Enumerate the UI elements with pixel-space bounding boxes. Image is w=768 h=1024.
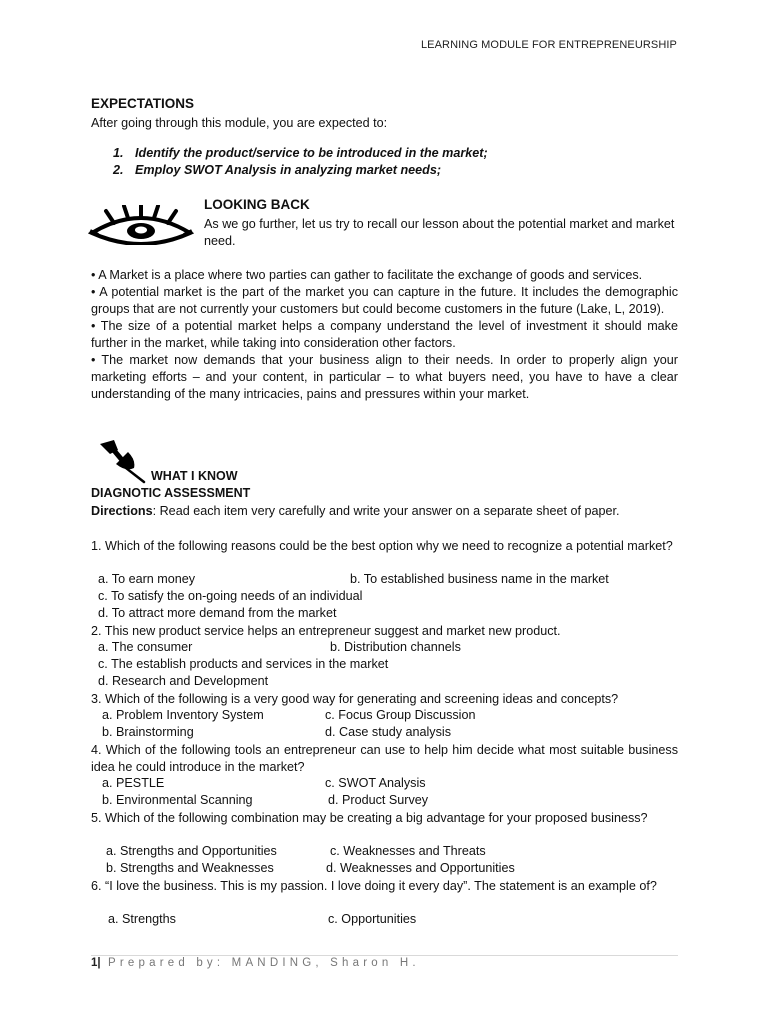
objective-item: 1. Identify the product/service to be introduced in the market;	[113, 146, 488, 160]
answer-option: d. Product Survey	[328, 793, 429, 807]
answer-option: a. To earn money	[98, 572, 196, 586]
answer-option: c. The establish products and services in the market	[98, 657, 389, 671]
answer-option: b. To established business name in the market	[350, 572, 609, 586]
expectations-intro: After going through this module, you are expected to:	[91, 116, 388, 130]
question-stem: 1. Which of the following reasons could be the best option why we need to recognize a potential market?	[91, 539, 673, 553]
what-i-know-heading: WHAT I KNOW	[151, 469, 238, 483]
answer-option: b. Distribution channels	[330, 640, 461, 654]
answer-option: d. Weaknesses and Opportunities	[326, 861, 515, 875]
question-stem: 5. Which of the following combination may be creating a big advantage for your proposed business?	[91, 811, 648, 825]
question-stem: 6. “I love the business. This is my passion. I love doing it every day”. The statement is an example of?	[91, 879, 657, 893]
expectations-heading: EXPECTATIONS	[91, 96, 195, 111]
answer-option: a. Strengths and Opportunities	[106, 844, 277, 858]
list-item: • A Market is a place where two parties can gather to facilitate the exchange of goods and services.	[91, 268, 643, 282]
answer-option: b. Strengths and Weaknesses	[106, 861, 274, 875]
answer-option: b. Environmental Scanning	[102, 793, 253, 807]
answer-option: a. PESTLE	[102, 776, 165, 790]
bullet-list	[91, 267, 678, 403]
list-item: • A potential market is the part of the market you can capture in the future. It includes the demographic groups that are not currently your customers but could become customers in the future (Lake, L, 2019).	[91, 285, 678, 316]
answer-option: a. Strengths	[108, 912, 176, 926]
answer-option: a. The consumer	[98, 640, 193, 654]
looking-back-heading: LOOKING BACK	[204, 197, 310, 212]
answer-option: b. Brainstorming	[102, 725, 194, 739]
eye-icon	[88, 205, 194, 245]
objective-item: 2. Employ SWOT Analysis in analyzing market needs;	[113, 163, 442, 177]
answer-option: d. Research and Development	[98, 674, 269, 688]
answer-option: d. To attract more demand from the market	[98, 606, 337, 620]
footer-divider	[91, 955, 678, 956]
answer-option: c. To satisfy the on-going needs of an individual	[98, 589, 363, 603]
answer-option: c. Focus Group Discussion	[325, 708, 476, 722]
list-item: • The size of a potential market helps a company understand the level of investment it should make further in the market, while taking into consideration other factors.	[91, 319, 678, 350]
answer-option: c. SWOT Analysis	[325, 776, 426, 790]
question-stem: 3. Which of the following is a very good way for generating and screening ideas and concepts?	[91, 692, 619, 706]
question-stem: 2. This new product service helps an entrepreneur suggest and market new product.	[91, 624, 561, 638]
answer-option: c. Weaknesses and Threats	[330, 844, 486, 858]
answer-option: d. Case study analysis	[325, 725, 451, 739]
running-header: LEARNING MODULE FOR ENTREPRENEURSHIP	[420, 39, 677, 51]
answer-option: c. Opportunities	[328, 912, 417, 926]
assessment-heading: DIAGNOTIC ASSESSMENT	[91, 486, 251, 500]
list-item: • The market now demands that your business align to their needs. In order to properly align your marketing efforts – and your content, in particular – to what buyers need, you have to have a clear understanding of the many intricacies, pains and pressures within your market.	[91, 353, 678, 401]
directions: Directions: Read each item very carefully and write your answer on a separate sheet of paper.	[91, 504, 620, 518]
looking-back-intro: As we go further, let us try to recall our lesson about the potential market and market need.	[204, 217, 675, 248]
pushpin-icon	[96, 438, 148, 484]
prepared-by: Prepared by: MANDING, Sharon H.	[100, 957, 420, 969]
page-number: 1	[91, 957, 98, 969]
answer-option: a. Problem Inventory System	[102, 708, 264, 722]
page-footer: 1| Prepared by: MANDING, Sharon H.	[91, 957, 420, 969]
question-stem: 4. Which of the following tools an entrepreneur can use to help him decide what most suitable business idea he could introduce in the market?	[91, 743, 678, 774]
